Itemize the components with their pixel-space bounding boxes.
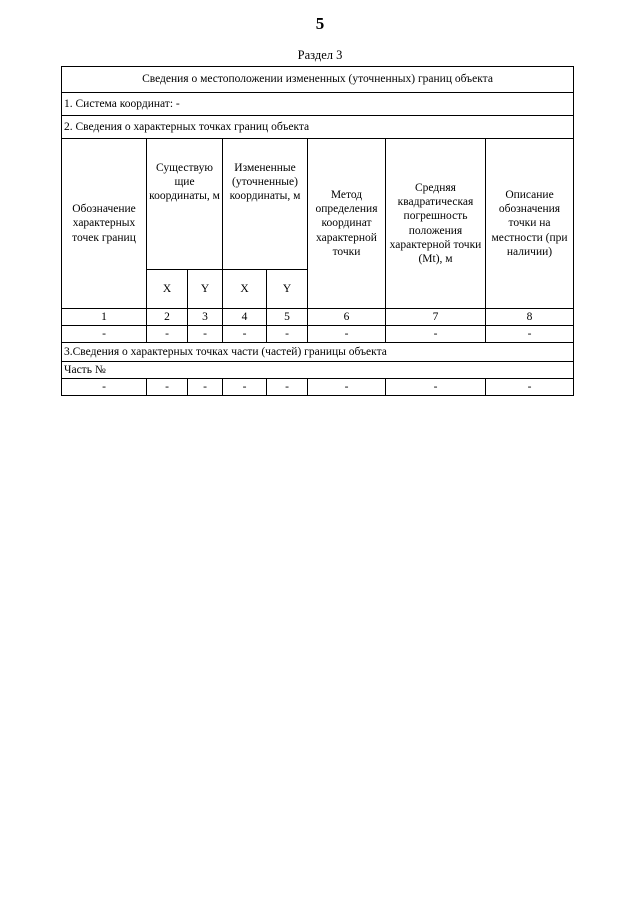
header-description: Описание обозначения точки на местности (при наличии) [486,139,574,309]
part-heading: 3.Сведения о характерных точках части (частей) границы объекта [62,343,574,362]
header-x-changed: X [223,270,267,309]
table-cell: - [62,326,147,343]
table-cell: - [223,326,267,343]
table-cell: - [386,326,486,343]
column-number: 1 [62,309,147,326]
header-y-changed: Y [267,270,308,309]
column-number: 3 [188,309,223,326]
table-cell: - [147,326,188,343]
table-cell: - [308,379,386,396]
boundary-table [61,66,574,396]
column-number: 2 [147,309,188,326]
table-cell: - [223,379,267,396]
table-cell: - [267,379,308,396]
column-number: 8 [486,309,574,326]
table-cell: - [62,379,147,396]
column-number: 7 [386,309,486,326]
table-cell: - [486,326,574,343]
table-cell: - [188,379,223,396]
table-cell: - [308,326,386,343]
table-cell: - [267,326,308,343]
header-designation: Обозначение характерных точек границ [62,139,147,309]
table-cell: - [188,326,223,343]
column-number: 5 [267,309,308,326]
column-number: 4 [223,309,267,326]
header-x-existing: X [147,270,188,309]
part-label: Часть № [62,362,574,379]
table-cell: - [486,379,574,396]
column-number: 6 [308,309,386,326]
table-title: Сведения о местоположении измененных (уточненных) границ объекта [62,67,574,93]
header-y-existing: Y [188,270,223,309]
page-number: 5 [315,14,325,33]
table-cell: - [147,379,188,396]
table-cell: - [386,379,486,396]
coordinate-system: 1. Система координат: - [62,93,574,116]
points-heading: 2. Сведения о характерных точках границ объекта [62,116,574,139]
section-title: Раздел 3 [297,48,343,62]
header-error: Средняя квадратическая погрешность положения характерной точки (Mt), м [386,139,486,309]
header-changed-coordinates: Измененные (уточненные) координаты, м [223,139,308,270]
header-existing-coordinates: Существую щие координаты, м [147,139,223,270]
header-method: Метод определения координат характерной точки [308,139,386,309]
